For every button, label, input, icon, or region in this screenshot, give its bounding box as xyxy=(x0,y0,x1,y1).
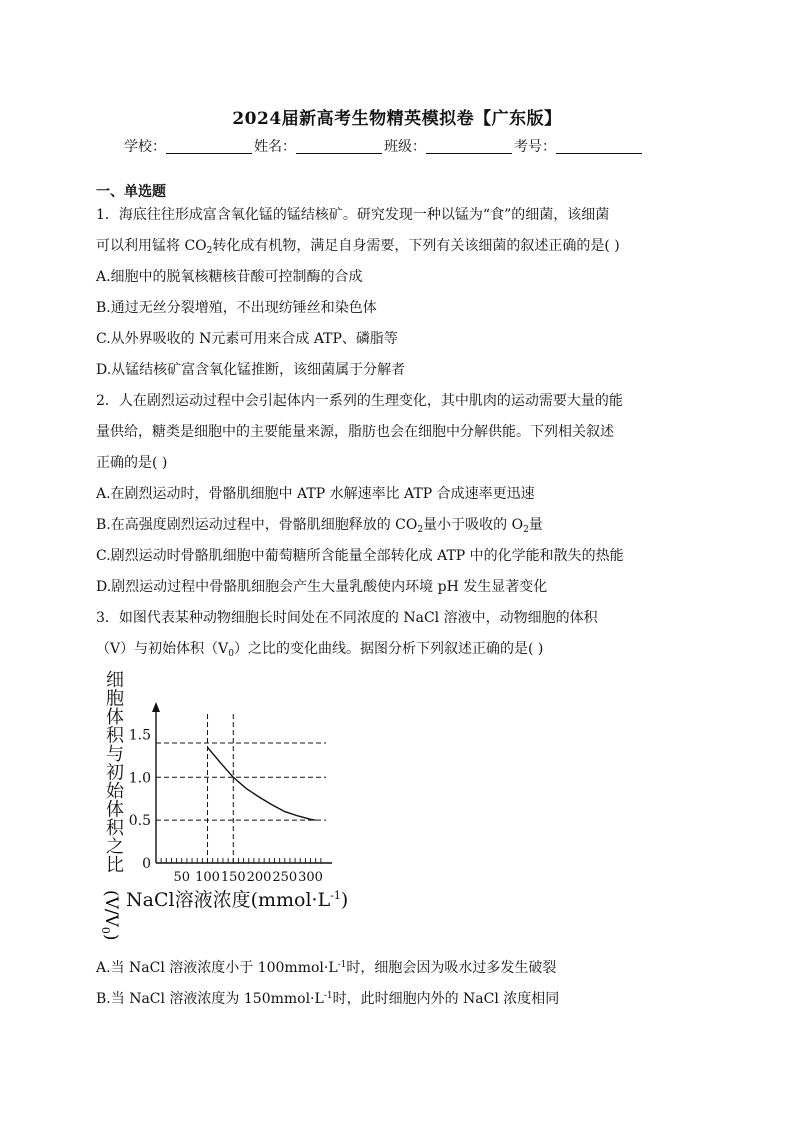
x-axis-label: NaCl溶液浓度$(mmol\cdot L^{-1})$ xyxy=(126,889,349,911)
x-tick-label: 250 xyxy=(272,870,298,885)
y-axis-label-char: 比 xyxy=(106,855,124,876)
q1-option-c[interactable]: C.从外界吸收的 N元素可用来合成 ATP、磷脂等 xyxy=(96,331,398,347)
q1-text: 转化成有机物，满足自身需要，下列有关该细菌的叙述正确的是( ) xyxy=(212,238,620,254)
y-tick-label: 1.5 xyxy=(128,727,151,744)
q3-b-text: 时，此时细胞内外的 NaCl 浓度相同 xyxy=(332,991,560,1007)
number-label: 考号： xyxy=(514,139,556,155)
q2-option-a[interactable]: A.在剧烈运动时，骨骼肌细胞中 ATP 水解速率比 ATP 合成速率更迅速 xyxy=(96,486,535,502)
q1-option-d[interactable]: D.从锰结核矿富含氧化锰推断，该细菌属于分解者 xyxy=(96,362,406,378)
y-tick-label: 1.0 xyxy=(128,770,151,787)
x-tick-label: 50 xyxy=(173,870,191,885)
y-axis-label-char: 胞 xyxy=(106,688,124,710)
school-label: 学校： xyxy=(124,139,166,155)
y-axis-arrow xyxy=(152,702,160,712)
q3-text: ）之比的变化曲线。据图分析下列叙述正确的是( ) xyxy=(233,641,544,657)
q3-a-sup: -1 xyxy=(337,960,347,970)
class-field[interactable] xyxy=(426,139,512,154)
q2-stem-line1: 2．人在剧烈运动过程中会引起体内一系列的生理变化，其中肌肉的运动需要大量的能 xyxy=(96,393,623,409)
q1-text: 可以利用锰将 CO xyxy=(96,238,207,254)
q2-stem-line3: 正确的是( ) xyxy=(96,455,168,471)
q2-stem-line2: 量供给，糖类是细胞中的主要能量来源，脂肪也会在细胞中分解供能。下列相关叙述 xyxy=(96,424,614,440)
school-field[interactable] xyxy=(166,139,252,154)
q1-option-a[interactable]: A.细胞中的脱氧核糖核苷酸可控制酶的合成 xyxy=(96,269,363,285)
q1-option-b[interactable]: B.通过无丝分裂增殖，不出现纺锤丝和染色体 xyxy=(96,300,377,316)
q3-a-text: A.当 NaCl 溶液浓度小于 100mmol·L xyxy=(96,960,338,976)
y-tick-label: 0 xyxy=(142,856,151,872)
cell-volume-chart xyxy=(98,668,349,953)
y-axis-label-char: 积 xyxy=(106,818,124,839)
y-axis-label-char: 体 xyxy=(106,707,124,728)
name-field[interactable] xyxy=(296,139,382,154)
q3-sub: 0 xyxy=(228,649,234,659)
q2-option-b[interactable] xyxy=(96,515,543,535)
number-field[interactable] xyxy=(556,139,642,154)
x-tick-label: 150 xyxy=(220,870,246,885)
x-tick-label: 200 xyxy=(246,870,272,885)
class-label: 班级： xyxy=(384,139,426,155)
y-axis-label-tail xyxy=(99,890,121,941)
y-axis-label-char: 积 xyxy=(106,725,124,747)
q1-sub: 2 xyxy=(206,246,213,256)
q3-option-b[interactable] xyxy=(96,989,559,1009)
q2-option-c[interactable]: C.剧烈运动时骨骼肌细胞中葡萄糖所含能量全部转化成 ATP 中的化学能和散失的热能 xyxy=(96,548,624,564)
y-axis-label-char: 体 xyxy=(106,799,124,821)
y-axis-label-tail-text: $(V/V_0)$ xyxy=(99,890,121,941)
q2-b-text: B.在高强度剧烈运动过程中，骨骼肌细胞释放的 CO xyxy=(96,517,418,533)
q3-b-sup: -1 xyxy=(323,991,333,1001)
q3-text: （V）与初始体积（V xyxy=(96,641,229,657)
page-title: 2024届新高考生物精英模拟卷【广东版】 xyxy=(232,109,562,129)
x-tick-label: 300 xyxy=(298,870,323,885)
chart-svg xyxy=(98,668,349,953)
student-info-row xyxy=(124,136,644,156)
q2-b-sub: 2 xyxy=(523,525,529,535)
y-axis-label-char: 细 xyxy=(106,670,124,691)
q2-option-d[interactable]: D.剧烈运动过程中骨骼肌细胞会产生大量乳酸使内环境 pH 发生显著变化 xyxy=(96,579,548,595)
y-axis-label-char: 之 xyxy=(106,836,124,858)
q3-a-text: 时，细胞会因为吸水过多发生破裂 xyxy=(346,960,557,976)
volume-ratio-curve xyxy=(208,747,316,820)
x-tick-label: 100 xyxy=(195,870,220,885)
q3-b-text: B.当 NaCl 溶液浓度为 150mmol·L xyxy=(96,991,324,1007)
q3-stem-line2 xyxy=(96,639,543,659)
q2-b-sub: 2 xyxy=(417,525,424,535)
name-label: 姓名： xyxy=(254,139,296,155)
q3-option-a[interactable] xyxy=(96,958,556,978)
q1-stem-line2 xyxy=(96,236,620,256)
y-axis-label-char: 与 xyxy=(106,744,124,765)
q1-stem-line1: 1．海底往往形成富含氧化锰的锰结核矿。研究发现一种以锰为“食”的细菌，该细菌 xyxy=(96,207,610,223)
section-title: 一、单选题 xyxy=(96,184,166,200)
q2-b-text: 量 xyxy=(528,517,543,533)
y-axis-label-char: 始 xyxy=(106,781,124,802)
y-tick-label: 0.5 xyxy=(128,813,151,830)
y-axis-label-char: 初 xyxy=(106,762,124,784)
q3-stem-line1: 3．如图代表某种动物细胞长时间处在不同浓度的 NaCl 溶液中，动物细胞的体积 xyxy=(96,610,598,626)
q2-b-text: 量小于吸收的 O xyxy=(423,517,524,533)
